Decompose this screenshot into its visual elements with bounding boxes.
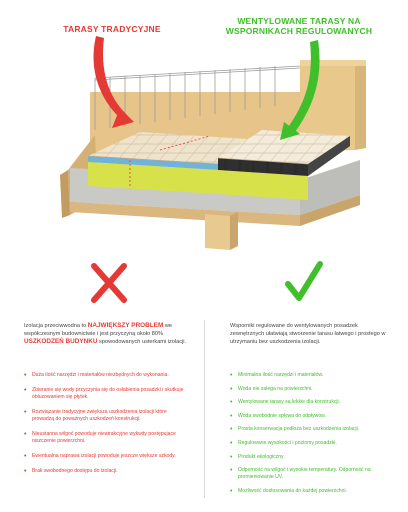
intro-left-text-2: we współczesnym budownictwie i jest przyczyną około 80% xyxy=(24,323,172,337)
list-item: • Zbieranie się wody przyczynia się do osłabienia posadzki i skutkuje obluzowaniem się płytek. xyxy=(24,387,186,401)
list-item: • Możliwość dostosowania do każdej powierzchni. xyxy=(230,488,388,495)
ventilated-benefits-list xyxy=(230,372,388,501)
header-traditional: TARASY TRADYCYJNE xyxy=(63,24,161,34)
column-divider xyxy=(204,320,205,498)
traditional-drawbacks-list xyxy=(24,372,186,483)
list-item: • Rozwiązanie tradycyjne zwiększa uszkodzenia izolacji które prowadzą do poważnych uszkodzeń konstrukcji. xyxy=(24,409,186,423)
intro-ventilated: Wsporniki regulowane do wentylowanych posadzek zewnętrznych ułatwiają stworzenie tarasu łatwego i prostego w utrzymaniu bez uszkodzenia izolacji. xyxy=(230,323,386,345)
list-item: • Woda nie zalega na powierzchni. xyxy=(230,386,388,393)
list-item: • Woda swobodnie spływa do odpływów. xyxy=(230,413,388,420)
list-item: • Duża ilość narzędzi i materiałów niezbędnych do wykonania. xyxy=(24,372,186,379)
checkmark-icon xyxy=(282,258,326,306)
intro-left-text-3: spowodowanych usterkami izolacji. xyxy=(97,339,187,345)
list-item: • Produkt ekologiczny. xyxy=(230,454,388,461)
list-item: • Prosta konserwacja podłoża bez uszkodzenia izolacji. xyxy=(230,426,388,433)
highlight-biggest-problem: NAJWIĘKSZY PROBLEM xyxy=(87,322,164,329)
intro-left-text-1: Izolacja przeciwwodna to xyxy=(24,323,88,329)
list-item: • Minimalna ilość narzędzi i materiałów. xyxy=(230,372,388,379)
highlight-building-damage: USZKODZEŃ BUDYNKU xyxy=(24,338,98,345)
list-item: • Regulowane wysokości i poziomy posadzki. xyxy=(230,440,388,447)
list-item: • Nieustanna wilgoć powoduje nieatrakcyjne wykwity postępujące niszczenie powierzchni. xyxy=(24,431,186,445)
intro-traditional xyxy=(24,322,204,346)
cross-icon xyxy=(88,260,130,306)
list-item: • Odporność na wilgoć i wysokie temperatury. Odporność na promieniowanie UV. xyxy=(230,467,388,481)
list-item: • Wentylowane tarasy są lekkie dla konstrukcji. xyxy=(230,399,388,406)
list-item: • Brak swobodnego dostępu do izolacji. xyxy=(24,468,186,475)
support-pillar xyxy=(205,214,230,250)
list-item: • Ewentualna naprawa izolacji powoduje jeszcze większe szkody. xyxy=(24,453,186,460)
header-ventilated: WENTYLOWANE TARASY NA WSPORNIKACH REGULOWANYCH xyxy=(225,16,373,36)
